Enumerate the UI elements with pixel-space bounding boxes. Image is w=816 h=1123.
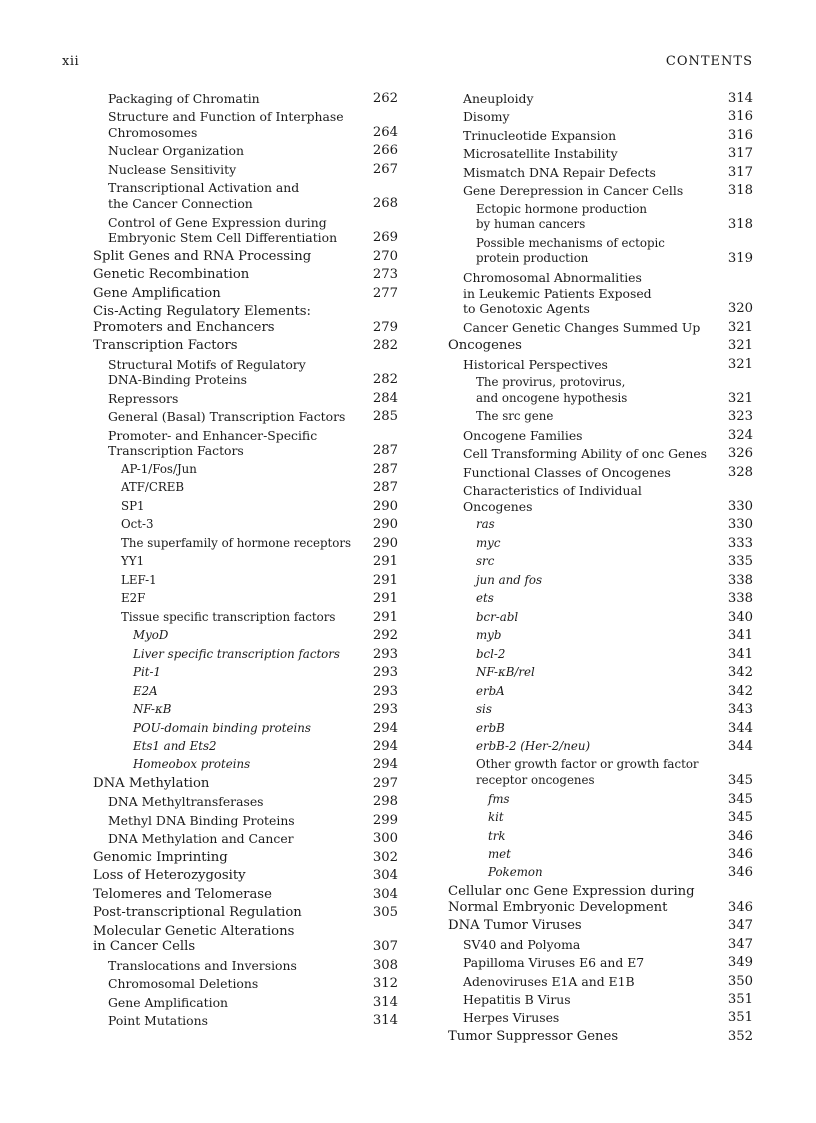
toc-entry-page: 330 <box>727 498 753 514</box>
toc-entry-title: bcl-2 <box>476 646 506 661</box>
toc-entry-title: Aneuploidy <box>463 90 534 106</box>
toc-entry <box>93 428 398 459</box>
toc-entry-title: AP-1/Fos/Jun <box>121 461 197 476</box>
toc-entry <box>93 391 398 407</box>
toc-entry <box>448 91 753 107</box>
toc-entry-title: SP1 <box>121 498 145 513</box>
toc-entry <box>448 109 753 125</box>
toc-entry <box>93 739 398 755</box>
toc-entry-title: Pit-1 <box>133 665 161 680</box>
toc-entry-title: Oct-3 <box>121 517 154 532</box>
toc-entry <box>448 937 753 953</box>
toc-entry-page: 347 <box>727 936 753 952</box>
toc-entry-title: Papilloma Viruses E6 and E7 <box>463 955 645 971</box>
toc-entry-page: 345 <box>727 791 753 807</box>
toc-entry-title: DNA-Binding Proteins <box>108 372 248 388</box>
toc-entry-title: Molecular Genetic Alterations <box>93 923 295 939</box>
toc-entry-page: 290 <box>372 535 398 551</box>
toc-entry-page: 347 <box>727 918 753 934</box>
toc-entry-title: Historical Perspectives <box>463 356 608 372</box>
toc-entry <box>93 338 398 354</box>
toc-entry-title: Tissue specific transcription factors <box>121 609 336 624</box>
toc-entry <box>448 428 753 444</box>
toc-entry <box>448 409 753 425</box>
toc-entry-page: 287 <box>372 443 398 459</box>
toc-entry <box>448 446 753 462</box>
toc-entry-page: 316 <box>727 109 753 125</box>
toc-entry-title: Promoter- and Enhancer-Specific <box>108 427 318 443</box>
toc-entry-title: Genetic Recombination <box>93 267 250 283</box>
toc-entry-title: met <box>488 847 511 861</box>
toc-entry-page: 333 <box>727 535 753 551</box>
toc-entry <box>448 974 753 990</box>
toc-entry <box>93 628 398 644</box>
toc-entry <box>93 180 398 211</box>
toc-entry-page: 314 <box>372 1013 398 1029</box>
toc-entry-page: 273 <box>372 267 398 283</box>
toc-entry-page: 342 <box>727 665 753 681</box>
toc-entry <box>448 884 753 915</box>
toc-entry-page: 321 <box>727 338 753 354</box>
toc-entry-title: Hepatitis B Virus <box>463 991 571 1007</box>
toc-entry-page: 293 <box>372 646 398 662</box>
toc-entry-title: Split Genes and RNA Processing <box>93 248 312 264</box>
toc-entry-title: Functional Classes of Oncogenes <box>463 464 671 480</box>
toc-entry-title: POU-domain binding proteins <box>133 720 311 735</box>
toc-entry-title: myc <box>476 535 501 550</box>
toc-entry <box>93 647 398 663</box>
toc-entry-title: jun and fos <box>476 572 543 587</box>
toc-entry <box>448 865 753 881</box>
toc-entry <box>93 267 398 283</box>
toc-entry <box>448 236 753 267</box>
toc-entry <box>93 215 398 246</box>
toc-entry-page: 321 <box>727 319 753 335</box>
toc-entry-page: 293 <box>372 702 398 718</box>
toc-entry-title: Possible mechanisms of ectopic <box>476 235 665 250</box>
toc-entry-page: 270 <box>372 248 398 264</box>
toc-entry <box>93 357 398 388</box>
toc-entry-page: 345 <box>727 773 753 789</box>
toc-entry-page: 291 <box>372 591 398 607</box>
toc-entry-page: 324 <box>727 427 753 443</box>
toc-entry-title: The provirus, protovirus, <box>476 375 626 390</box>
toc-entry-page: 287 <box>372 480 398 496</box>
toc-entry-title: Gene Amplification <box>108 994 229 1010</box>
toc-entry-title: Chromosomal Abnormalities <box>463 269 642 285</box>
toc-entry-page: 321 <box>727 390 753 406</box>
toc-entry <box>448 829 753 845</box>
toc-entry-title: Ets1 and Ets2 <box>133 738 217 753</box>
toc-entry-title: Mismatch DNA Repair Defects <box>463 164 656 180</box>
toc-entry-title: Gene Amplification <box>93 285 221 301</box>
toc-entry-page: 267 <box>372 161 398 177</box>
toc-entry <box>93 286 398 302</box>
toc-entry-title: in Cancer Cells <box>93 939 196 955</box>
toc-entry-title: Cis-Acting Regulatory Elements: <box>93 304 311 320</box>
toc-entry <box>93 517 398 533</box>
toc-entry-title: Characteristics of Individual Oncogenes <box>463 483 642 514</box>
toc-entry <box>93 109 398 140</box>
toc-entry-page: 307 <box>372 939 398 955</box>
toc-entry-page: 294 <box>372 720 398 736</box>
toc-entry-title: Point Mutations <box>108 1013 208 1029</box>
toc-entry <box>93 757 398 773</box>
toc-entry <box>93 665 398 681</box>
toc-entry-page: 285 <box>372 409 398 425</box>
toc-entry <box>93 409 398 425</box>
toc-entry-title: DNA Methyltransferases <box>108 794 264 810</box>
toc-entry-title: YY1 <box>121 554 145 569</box>
toc-entry-title: Repressors <box>108 390 179 406</box>
toc-entry <box>93 794 398 810</box>
toc-entry-title: E2A <box>133 683 158 698</box>
toc-entry-page: 304 <box>372 886 398 902</box>
toc-entry-title: Homeobox proteins <box>133 757 251 772</box>
toc-entry-title: The superfamily of hormone receptors <box>121 535 352 550</box>
toc-entry-page: 344 <box>727 720 753 736</box>
toc-entry-page: 266 <box>372 143 398 159</box>
toc-entry-title: and oncogene hypothesis <box>476 390 628 405</box>
toc-entry-page: 294 <box>372 738 398 754</box>
toc-entry-title: MyoD <box>133 628 169 643</box>
toc-entry-title: ras <box>476 517 495 532</box>
toc-entry <box>93 304 398 335</box>
toc-entry <box>93 684 398 700</box>
toc-entry-title: in Leukemic Patients Exposed <box>463 285 652 301</box>
toc-entry-title: protein production <box>476 251 589 266</box>
toc-entry-title: SV40 and Polyoma <box>463 936 581 952</box>
toc-entry-title: Control of Gene Expression during <box>108 214 327 230</box>
toc-entry-page: 292 <box>372 628 398 644</box>
toc-entry-title: Embryonic Stem Cell Differentiation <box>108 230 338 246</box>
toc-entry-page: 299 <box>372 812 398 828</box>
toc-entry-title: NF-κB/rel <box>476 665 535 680</box>
toc-entry <box>93 831 398 847</box>
toc-entry-page: 319 <box>727 251 753 267</box>
toc-entry-title: Pokemon <box>488 865 543 880</box>
toc-entry-page: 294 <box>372 757 398 773</box>
toc-entry-page: 268 <box>372 196 398 212</box>
toc-entry-title: Genomic Imprinting <box>93 849 228 865</box>
toc-entry <box>93 1013 398 1029</box>
toc-entry <box>93 91 398 107</box>
toc-entry-title: Nuclear Organization <box>108 143 244 159</box>
toc-entry-title: Cellular onc Gene Expression during <box>448 883 695 899</box>
toc-entry-title: Normal Embryonic Development <box>448 899 668 915</box>
toc-entry-page: 346 <box>727 847 753 862</box>
toc-entry <box>93 850 398 866</box>
toc-entry <box>448 647 753 663</box>
toc-entry <box>448 554 753 570</box>
toc-entry-page: 343 <box>727 702 753 718</box>
toc-entry-title: Adenoviruses E1A and E1B <box>463 973 635 989</box>
toc-entry-page: 346 <box>727 899 753 915</box>
toc-entry <box>448 1010 753 1026</box>
toc-entry-page: 308 <box>372 957 398 973</box>
toc-entry-title: Tumor Suppressor Genes <box>448 1028 619 1044</box>
toc-entry-title: Oncogene Families <box>463 427 583 443</box>
toc-entry-page: 291 <box>372 554 398 570</box>
toc-entry <box>448 792 753 808</box>
toc-entry <box>448 202 753 233</box>
toc-entry <box>93 776 398 792</box>
toc-entry-title: Methyl DNA Binding Proteins <box>108 812 295 828</box>
toc-entry <box>448 183 753 199</box>
toc-entry-title: Gene Derepression in Cancer Cells <box>463 183 684 199</box>
toc-entry <box>448 146 753 162</box>
toc-entry <box>93 721 398 737</box>
toc-entry-page: 351 <box>727 991 753 1007</box>
toc-entry-title: Transcription Factors <box>108 443 244 459</box>
toc-entry <box>93 554 398 570</box>
toc-entry <box>93 905 398 921</box>
toc-entry <box>448 338 753 354</box>
toc-entry-title: fms <box>488 791 510 806</box>
toc-entry-page: 350 <box>727 973 753 989</box>
toc-entry-title: Structural Motifs of Regulatory <box>108 356 306 372</box>
toc-entry <box>448 665 753 681</box>
toc-entry-page: 297 <box>372 775 398 791</box>
toc-entry-page: 317 <box>727 146 753 162</box>
toc-entry-title: Disomy <box>463 109 510 125</box>
toc-entry-page: 341 <box>727 646 753 662</box>
toc-entry-page: 352 <box>727 1028 753 1044</box>
toc-entry-title: erbA <box>476 683 505 698</box>
toc-entry <box>93 924 398 955</box>
toc-entry-page: 323 <box>727 409 753 425</box>
toc-entry-page: 344 <box>727 738 753 754</box>
toc-entry-title: receptor oncogenes <box>476 773 595 788</box>
toc-entry-page: 338 <box>727 572 753 588</box>
toc-entry-page: 342 <box>727 683 753 699</box>
toc-entry <box>93 249 398 265</box>
toc-entry-page: 318 <box>727 183 753 199</box>
toc-entry <box>448 739 753 755</box>
toc-entry-page: 351 <box>727 1010 753 1026</box>
toc-entry <box>93 887 398 903</box>
toc-entry-page: 349 <box>727 955 753 971</box>
toc-entry <box>93 591 398 607</box>
toc-entry-title: Microsatellite Instability <box>463 146 618 162</box>
toc-entry-page: 317 <box>727 164 753 180</box>
toc-entry-page: 312 <box>372 976 398 992</box>
toc-entry <box>448 757 753 788</box>
toc-entry-title: the Cancer Connection <box>108 196 253 212</box>
toc-entry-page: 300 <box>372 831 398 847</box>
toc-entry-title: myb <box>476 628 502 643</box>
toc-entry-page: 277 <box>372 285 398 301</box>
toc-entry <box>448 357 753 373</box>
toc-entry-title: Liver specific transcription factors <box>133 646 340 661</box>
toc-entry <box>93 462 398 478</box>
toc-entry-page: 346 <box>727 828 753 844</box>
toc-entry <box>448 1029 753 1045</box>
toc-entry-page: 335 <box>727 554 753 570</box>
toc-entry-page: 320 <box>727 301 753 317</box>
toc-entry <box>448 536 753 552</box>
toc-entry-title: src <box>476 554 495 569</box>
toc-entry-page: 282 <box>372 372 398 388</box>
toc-entry-title: DNA Methylation and Cancer <box>108 831 294 847</box>
toc-entry <box>448 628 753 644</box>
toc-entry-page: 346 <box>727 865 753 881</box>
toc-entry-title: DNA Tumor Viruses <box>448 918 582 934</box>
toc-entry <box>93 702 398 718</box>
toc-entry-title: trk <box>488 828 506 843</box>
toc-entry-title: Loss of Heterozygosity <box>93 868 246 884</box>
toc-entry-title: kit <box>488 810 504 825</box>
toc-entry-page: 338 <box>727 591 753 607</box>
toc-entry <box>93 536 398 552</box>
toc-entry-page: 328 <box>727 464 753 480</box>
running-head: CONTENTS <box>665 54 753 69</box>
toc-entry-title: by human cancers <box>476 217 586 232</box>
toc-entry-page: 293 <box>372 683 398 699</box>
toc-entry <box>448 165 753 181</box>
toc-entry-page: 282 <box>372 338 398 354</box>
toc-entry <box>93 995 398 1011</box>
toc-entry-page: 262 <box>372 90 398 106</box>
toc-entry-page: 321 <box>727 356 753 372</box>
toc-entry-title: to Genotoxic Agents <box>463 301 590 317</box>
toc-entry-page: 293 <box>372 665 398 681</box>
toc-entry-title: Telomeres and Telomerase <box>93 886 272 902</box>
toc-entry <box>448 465 753 481</box>
toc-entry-page: 298 <box>372 794 398 810</box>
toc-entry <box>448 918 753 934</box>
toc-entry-page: 314 <box>727 90 753 106</box>
toc-entry-page: 279 <box>372 319 398 335</box>
toc-entry-title: General (Basal) Transcription Factors <box>108 409 346 425</box>
toc-entry-title: Ectopic hormone production <box>476 201 647 216</box>
toc-entry-title: Cell Transforming Ability of onc Genes <box>463 446 708 462</box>
toc-entry-page: 264 <box>372 124 398 140</box>
toc-entry-title: Packaging of Chromatin <box>108 90 260 106</box>
toc-entry <box>448 320 753 336</box>
toc-entry <box>448 591 753 607</box>
toc-entry <box>448 847 753 863</box>
toc-entry-title: Trinucleotide Expansion <box>463 127 617 143</box>
toc-entry-page: 304 <box>372 868 398 884</box>
toc-entry-title: Chromosomes <box>108 124 198 140</box>
toc-entry-page: 290 <box>372 498 398 514</box>
toc-entry-page: 269 <box>372 230 398 246</box>
toc-entry-title: Transcriptional Activation and <box>108 180 300 196</box>
toc-entry <box>93 958 398 974</box>
toc-entry <box>448 128 753 144</box>
toc-entry <box>93 162 398 178</box>
toc-entry-page: 314 <box>372 994 398 1010</box>
toc-entry <box>448 270 753 317</box>
toc-entry-page: 291 <box>372 572 398 588</box>
toc-entry-page: 316 <box>727 127 753 143</box>
toc-entry-title: DNA Methylation <box>93 775 210 791</box>
toc-entry-page: 302 <box>372 849 398 865</box>
toc-entry-page: 341 <box>727 628 753 644</box>
toc-entry <box>93 976 398 992</box>
toc-entry <box>448 702 753 718</box>
toc-entry-title: Other growth factor or growth factor <box>476 757 699 772</box>
toc-entry-title: erbB-2 (Her-2/neu) <box>476 738 591 753</box>
toc-entry <box>448 684 753 700</box>
toc-entry <box>448 573 753 589</box>
toc-entry-title: Chromosomal Deletions <box>108 976 259 992</box>
toc-entry-page: 326 <box>727 446 753 462</box>
toc-entry-title: Oncogenes <box>448 338 522 354</box>
toc-entry <box>448 610 753 626</box>
toc-entry <box>448 810 753 826</box>
toc-entry-title: ATF/CREB <box>121 480 185 495</box>
toc-entry-title: LEF-1 <box>121 572 157 587</box>
toc-entry <box>448 955 753 971</box>
toc-entry-title: Structure and Function of Interphase <box>108 109 344 125</box>
toc-entry-page: 287 <box>372 461 398 477</box>
toc-entry <box>448 517 753 533</box>
toc-entry-page: 330 <box>727 517 753 533</box>
toc-entry-page: 305 <box>372 905 398 921</box>
toc-entry <box>93 499 398 515</box>
toc-entry <box>93 610 398 626</box>
toc-entry-page: 345 <box>727 810 753 826</box>
toc-entry-page: 284 <box>372 390 398 406</box>
toc-entry-title: NF-κB <box>133 702 172 717</box>
toc-entry-page: 290 <box>372 517 398 533</box>
toc-entry-title: The src gene <box>476 409 554 424</box>
toc-entry-title: Translocations and Inversions <box>108 957 297 973</box>
toc-entry <box>93 143 398 159</box>
toc-left-column <box>93 88 398 1029</box>
toc-entry <box>448 375 753 406</box>
toc-entry-title: Cancer Genetic Changes Summed Up <box>463 319 701 335</box>
toc-entry <box>93 868 398 884</box>
toc-entry <box>448 483 753 514</box>
toc-entry-title: Post-transcriptional Regulation <box>93 905 302 921</box>
toc-entry-title: Nuclease Sensitivity <box>108 161 237 177</box>
toc-entry-title: Transcription Factors <box>93 338 238 354</box>
toc-entry-title: E2F <box>121 591 146 606</box>
toc-entry-title: sis <box>476 702 492 717</box>
toc-entry <box>448 721 753 737</box>
toc-entry-page: 340 <box>727 609 753 625</box>
toc-entry-title: ets <box>476 591 494 606</box>
page-number: xii <box>62 54 80 69</box>
toc-entry-title: erbB <box>476 720 505 735</box>
toc-entry-title: Promoters and Enchancers <box>93 319 275 335</box>
toc-entry-page: 318 <box>727 217 753 233</box>
toc-entry <box>93 480 398 496</box>
toc-entry-title: Herpes Viruses <box>463 1010 560 1026</box>
toc-entry <box>448 992 753 1008</box>
toc-right-column <box>448 88 753 1045</box>
toc-entry-title: bcr-abl <box>476 609 519 624</box>
toc-entry <box>93 573 398 589</box>
toc-entry <box>93 813 398 829</box>
toc-entry-page: 291 <box>372 609 398 625</box>
